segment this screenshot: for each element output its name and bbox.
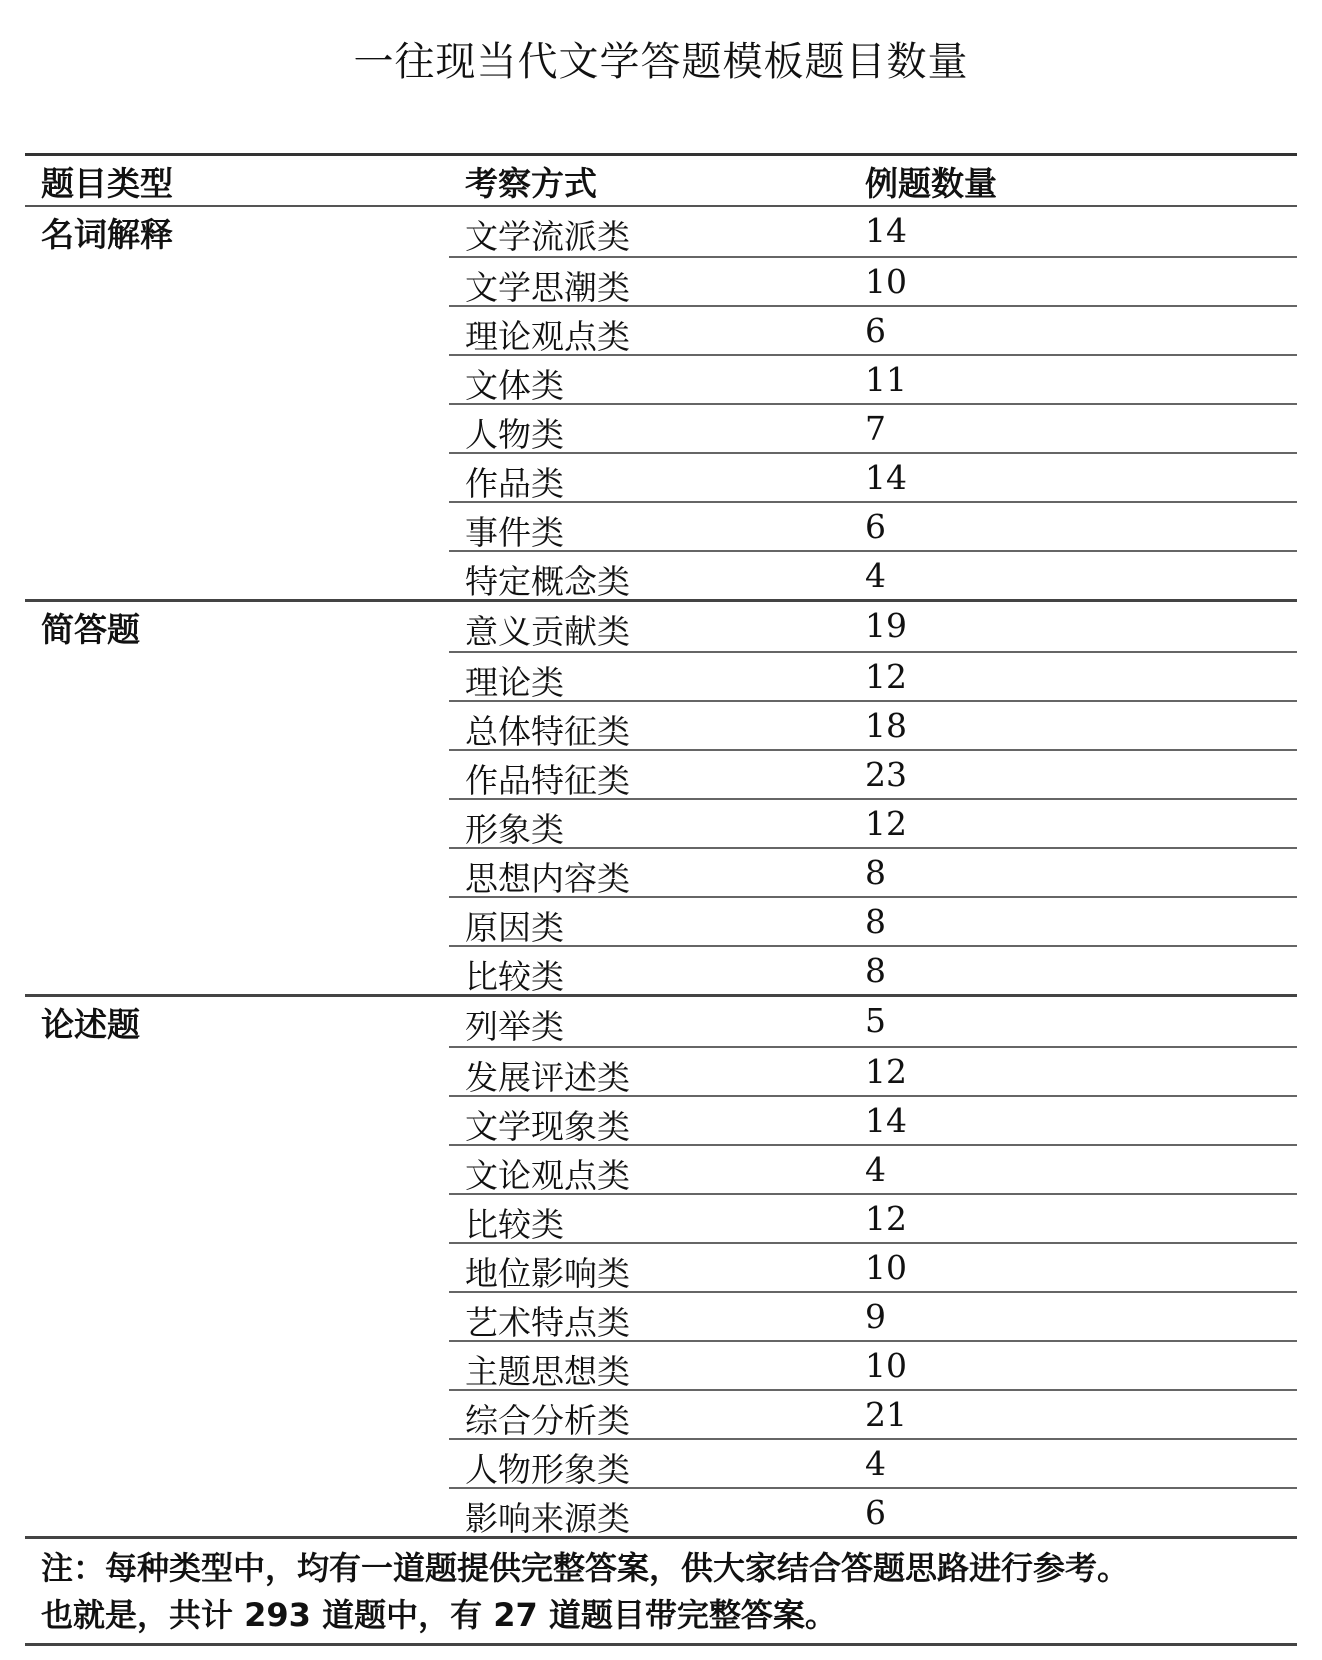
table-row — [449, 1340, 1297, 1389]
table-group — [25, 207, 1297, 599]
example-count-cell: 4 — [865, 1444, 886, 1483]
example-count-cell: 21 — [865, 1395, 907, 1434]
example-count-cell: 11 — [865, 360, 907, 399]
table-row — [449, 207, 1297, 256]
table-row — [449, 1487, 1297, 1536]
assessment-method-cell: 思想内容类 — [465, 859, 630, 898]
table-row — [449, 847, 1297, 896]
table-body — [25, 207, 1297, 1536]
example-count-cell: 5 — [865, 1001, 886, 1040]
table-row — [449, 700, 1297, 749]
assessment-method-cell: 总体特征类 — [465, 712, 630, 751]
header-example-count: 例题数量 — [865, 164, 997, 203]
table-row — [449, 651, 1297, 700]
assessment-method-cell: 影响来源类 — [465, 1499, 630, 1538]
assessment-method-cell: 比较类 — [465, 1205, 564, 1244]
assessment-method-cell: 文学思潮类 — [465, 268, 630, 307]
assessment-method-cell: 文论观点类 — [465, 1156, 630, 1195]
footnote — [25, 1536, 1297, 1646]
assessment-method-cell: 理论观点类 — [465, 317, 630, 356]
question-count-table — [25, 153, 1297, 1646]
assessment-method-cell: 文学现象类 — [465, 1107, 630, 1146]
assessment-method-cell: 文体类 — [465, 366, 564, 405]
table-row — [449, 798, 1297, 847]
table-header-row — [25, 156, 1297, 207]
table-row — [449, 305, 1297, 354]
table-row — [449, 997, 1297, 1046]
group-rows — [449, 997, 1297, 1536]
example-count-cell: 6 — [865, 1493, 886, 1532]
table-row — [449, 550, 1297, 599]
example-count-cell: 14 — [865, 1101, 907, 1140]
example-count-cell: 6 — [865, 507, 886, 546]
assessment-method-cell: 人物类 — [465, 415, 564, 454]
assessment-method-cell: 作品特征类 — [465, 761, 630, 800]
example-count-cell: 10 — [865, 1346, 907, 1385]
assessment-method-cell: 文学流派类 — [465, 217, 630, 256]
table-group — [25, 994, 1297, 1536]
table-row — [449, 945, 1297, 994]
table-row — [449, 1144, 1297, 1193]
example-count-cell: 23 — [865, 755, 907, 794]
assessment-method-cell: 发展评述类 — [465, 1058, 630, 1097]
table-row — [449, 1291, 1297, 1340]
assessment-method-cell: 综合分析类 — [465, 1401, 630, 1440]
example-count-cell: 8 — [865, 951, 886, 990]
example-count-cell: 12 — [865, 804, 907, 843]
example-count-cell: 9 — [865, 1297, 886, 1336]
page-title: 一往现当代文学答题模板题目数量 — [353, 39, 969, 85]
assessment-method-cell: 原因类 — [465, 908, 564, 947]
assessment-method-cell: 地位影响类 — [465, 1254, 630, 1293]
example-count-cell: 4 — [865, 1150, 886, 1189]
example-count-cell: 19 — [865, 606, 907, 645]
example-count-cell: 10 — [865, 262, 907, 301]
table-row — [449, 452, 1297, 501]
table-row — [449, 749, 1297, 798]
example-count-cell: 8 — [865, 902, 886, 941]
table-row — [449, 1438, 1297, 1487]
table-row — [449, 896, 1297, 945]
example-count-cell: 4 — [865, 556, 886, 595]
assessment-method-cell: 列举类 — [465, 1007, 564, 1046]
header-question-type: 题目类型 — [41, 164, 173, 203]
assessment-method-cell: 比较类 — [465, 957, 564, 996]
group-type-label: 简答题 — [41, 610, 140, 649]
example-count-cell: 14 — [865, 211, 907, 250]
group-type-label: 论述题 — [41, 1005, 140, 1044]
example-count-cell: 18 — [865, 706, 907, 745]
group-rows — [449, 207, 1297, 599]
group-rows — [449, 602, 1297, 994]
assessment-method-cell: 作品类 — [465, 464, 564, 503]
assessment-method-cell: 事件类 — [465, 513, 564, 552]
assessment-method-cell: 意义贡献类 — [465, 612, 630, 651]
table-row — [449, 354, 1297, 403]
table-row — [449, 256, 1297, 305]
table-row — [449, 602, 1297, 651]
assessment-method-cell: 主题思想类 — [465, 1352, 630, 1391]
assessment-method-cell: 特定概念类 — [465, 562, 630, 601]
footnote-line-1: 注：每种类型中，均有一道题提供完整答案，供大家结合答题思路进行参考。 — [41, 1549, 1130, 1587]
example-count-cell: 8 — [865, 853, 886, 892]
footnote-line-2: 也就是，共计 293 道题中，有 27 道题目带完整答案。 — [41, 1596, 837, 1634]
assessment-method-cell: 艺术特点类 — [465, 1303, 630, 1342]
group-type-label: 名词解释 — [41, 215, 173, 254]
example-count-cell: 12 — [865, 1199, 907, 1238]
table-row — [449, 1046, 1297, 1095]
table-row — [449, 1193, 1297, 1242]
example-count-cell: 14 — [865, 458, 907, 497]
example-count-cell: 6 — [865, 311, 886, 350]
table-row — [449, 501, 1297, 550]
table-row — [449, 403, 1297, 452]
table-group — [25, 599, 1297, 994]
example-count-cell: 7 — [865, 409, 886, 448]
table-row — [449, 1242, 1297, 1291]
header-assessment-method: 考察方式 — [465, 164, 597, 203]
example-count-cell: 12 — [865, 1052, 907, 1091]
example-count-cell: 10 — [865, 1248, 907, 1287]
example-count-cell: 12 — [865, 657, 907, 696]
assessment-method-cell: 形象类 — [465, 810, 564, 849]
table-row — [449, 1389, 1297, 1438]
assessment-method-cell: 人物形象类 — [465, 1450, 630, 1489]
assessment-method-cell: 理论类 — [465, 663, 564, 702]
table-row — [449, 1095, 1297, 1144]
